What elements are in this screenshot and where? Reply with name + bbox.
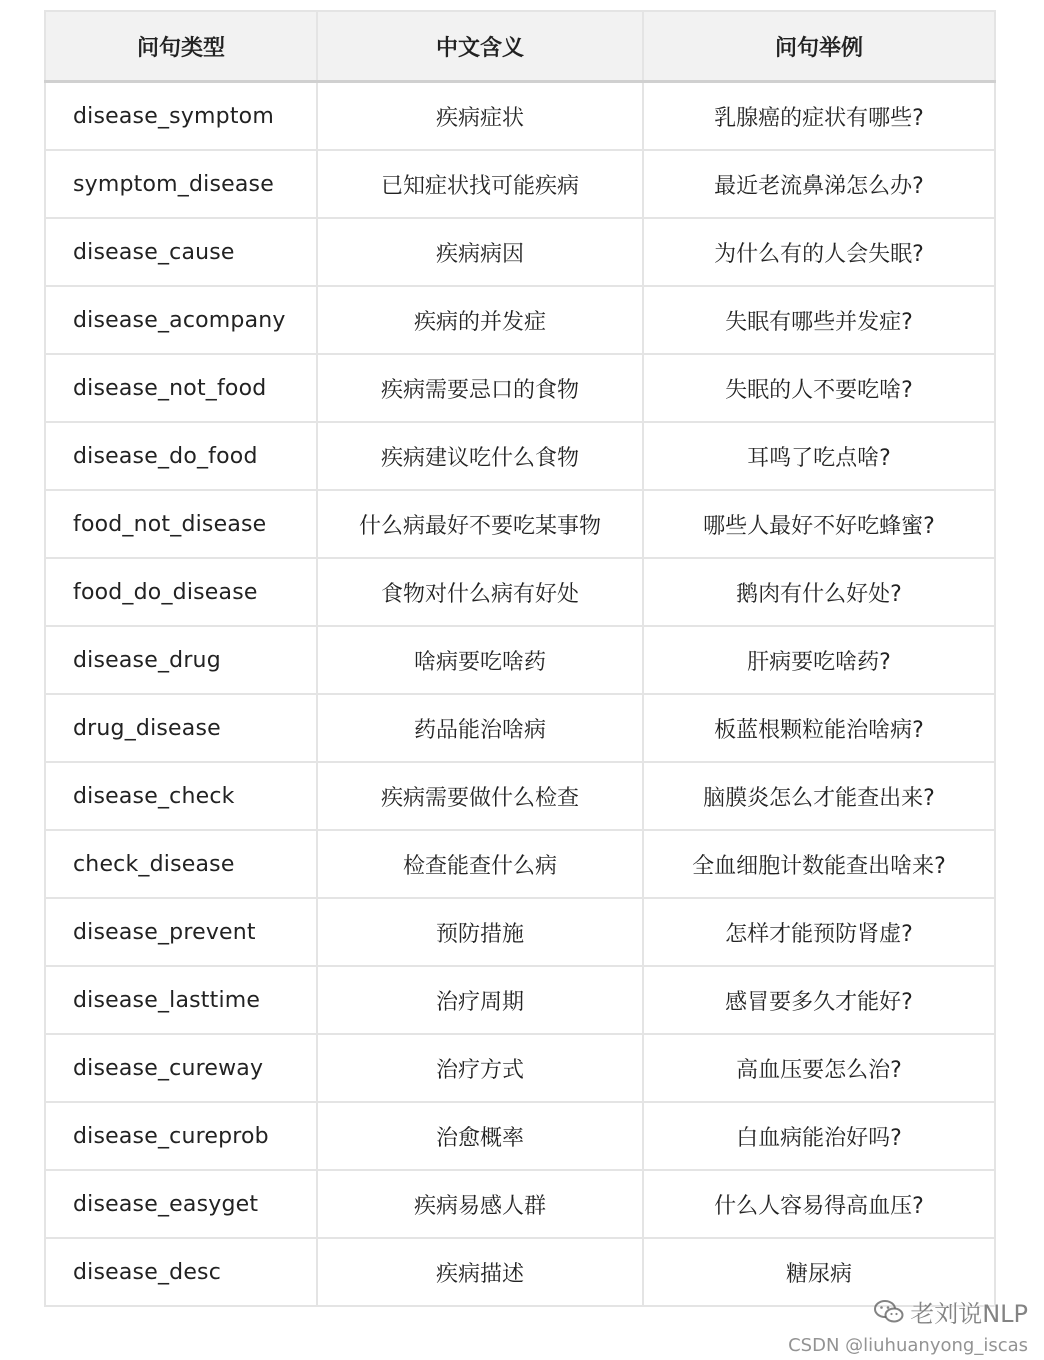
table-header bbox=[45, 11, 995, 82]
header-question-type: 问句类型 bbox=[45, 11, 317, 82]
table-row bbox=[45, 1034, 995, 1102]
cell-question-example: 鹅肉有什么好处? bbox=[643, 558, 995, 626]
header-row bbox=[45, 11, 995, 82]
cell-chinese-meaning: 食物对什么病有好处 bbox=[317, 558, 643, 626]
cell-question-type: disease_drug bbox=[45, 626, 317, 694]
table-body bbox=[45, 82, 995, 1307]
cell-chinese-meaning: 疾病病因 bbox=[317, 218, 643, 286]
table-row bbox=[45, 1102, 995, 1170]
cell-question-example: 肝病要吃啥药? bbox=[643, 626, 995, 694]
cell-chinese-meaning: 什么病最好不要吃某事物 bbox=[317, 490, 643, 558]
question-type-table-container bbox=[44, 10, 994, 1307]
cell-question-type: disease_lasttime bbox=[45, 966, 317, 1034]
cell-chinese-meaning: 药品能治啥病 bbox=[317, 694, 643, 762]
cell-question-type: disease_cause bbox=[45, 218, 317, 286]
cell-question-type: food_not_disease bbox=[45, 490, 317, 558]
table-row bbox=[45, 694, 995, 762]
cell-chinese-meaning: 治愈概率 bbox=[317, 1102, 643, 1170]
cell-question-example: 哪些人最好不好吃蜂蜜? bbox=[643, 490, 995, 558]
cell-question-type: symptom_disease bbox=[45, 150, 317, 218]
cell-question-example: 失眠有哪些并发症? bbox=[643, 286, 995, 354]
cell-question-example: 脑膜炎怎么才能查出来? bbox=[643, 762, 995, 830]
cell-question-type: disease_cureprob bbox=[45, 1102, 317, 1170]
cell-question-type: disease_do_food bbox=[45, 422, 317, 490]
cell-chinese-meaning: 治疗周期 bbox=[317, 966, 643, 1034]
cell-chinese-meaning: 疾病建议吃什么食物 bbox=[317, 422, 643, 490]
cell-question-type: disease_symptom bbox=[45, 82, 317, 151]
watermark-account: 老刘说NLP bbox=[910, 1300, 1028, 1328]
table-row bbox=[45, 966, 995, 1034]
cell-chinese-meaning: 预防措施 bbox=[317, 898, 643, 966]
cell-chinese-meaning: 疾病易感人群 bbox=[317, 1170, 643, 1238]
cell-question-example: 为什么有的人会失眠? bbox=[643, 218, 995, 286]
table-row bbox=[45, 762, 995, 830]
cell-question-example: 板蓝根颗粒能治啥病? bbox=[643, 694, 995, 762]
cell-question-example: 感冒要多久才能好? bbox=[643, 966, 995, 1034]
table-row bbox=[45, 82, 995, 151]
table-row bbox=[45, 490, 995, 558]
cell-question-example: 怎样才能预防肾虚? bbox=[643, 898, 995, 966]
cell-chinese-meaning: 疾病描述 bbox=[317, 1238, 643, 1306]
watermark-source: CSDN @liuhuanyong_iscas bbox=[788, 1335, 1028, 1356]
table-row bbox=[45, 286, 995, 354]
table-row bbox=[45, 354, 995, 422]
cell-chinese-meaning: 啥病要吃啥药 bbox=[317, 626, 643, 694]
cell-question-type: drug_disease bbox=[45, 694, 317, 762]
cell-chinese-meaning: 疾病症状 bbox=[317, 82, 643, 151]
cell-chinese-meaning: 疾病需要做什么检查 bbox=[317, 762, 643, 830]
header-question-example: 问句举例 bbox=[643, 11, 995, 82]
cell-chinese-meaning: 疾病需要忌口的食物 bbox=[317, 354, 643, 422]
cell-question-example: 高血压要怎么治? bbox=[643, 1034, 995, 1102]
cell-chinese-meaning: 检查能查什么病 bbox=[317, 830, 643, 898]
cell-question-example: 乳腺癌的症状有哪些? bbox=[643, 82, 995, 151]
cell-question-example: 全血细胞计数能查出啥来? bbox=[643, 830, 995, 898]
table-row bbox=[45, 558, 995, 626]
cell-question-type: disease_not_food bbox=[45, 354, 317, 422]
table-row bbox=[45, 218, 995, 286]
cell-question-example: 白血病能治好吗? bbox=[643, 1102, 995, 1170]
cell-chinese-meaning: 治疗方式 bbox=[317, 1034, 643, 1102]
cell-question-type: check_disease bbox=[45, 830, 317, 898]
cell-chinese-meaning: 疾病的并发症 bbox=[317, 286, 643, 354]
cell-chinese-meaning: 已知症状找可能疾病 bbox=[317, 150, 643, 218]
cell-question-type: disease_check bbox=[45, 762, 317, 830]
cell-question-type: disease_prevent bbox=[45, 898, 317, 966]
cell-question-type: disease_desc bbox=[45, 1238, 317, 1306]
cell-question-type: disease_acompany bbox=[45, 286, 317, 354]
cell-question-type: food_do_disease bbox=[45, 558, 317, 626]
question-type-table bbox=[44, 10, 996, 1307]
table-row bbox=[45, 830, 995, 898]
table-row bbox=[45, 1170, 995, 1238]
table-row bbox=[45, 422, 995, 490]
cell-question-type: disease_cureway bbox=[45, 1034, 317, 1102]
cell-question-example: 什么人容易得高血压? bbox=[643, 1170, 995, 1238]
cell-question-example: 最近老流鼻涕怎么办? bbox=[643, 150, 995, 218]
header-chinese-meaning: 中文含义 bbox=[317, 11, 643, 82]
cell-question-example: 糖尿病 bbox=[643, 1238, 995, 1306]
table-row bbox=[45, 898, 995, 966]
table-row bbox=[45, 150, 995, 218]
cell-question-example: 耳鸣了吃点啥? bbox=[643, 422, 995, 490]
cell-question-example: 失眠的人不要吃啥? bbox=[643, 354, 995, 422]
cell-question-type: disease_easyget bbox=[45, 1170, 317, 1238]
table-row bbox=[45, 1238, 995, 1306]
table-row bbox=[45, 626, 995, 694]
